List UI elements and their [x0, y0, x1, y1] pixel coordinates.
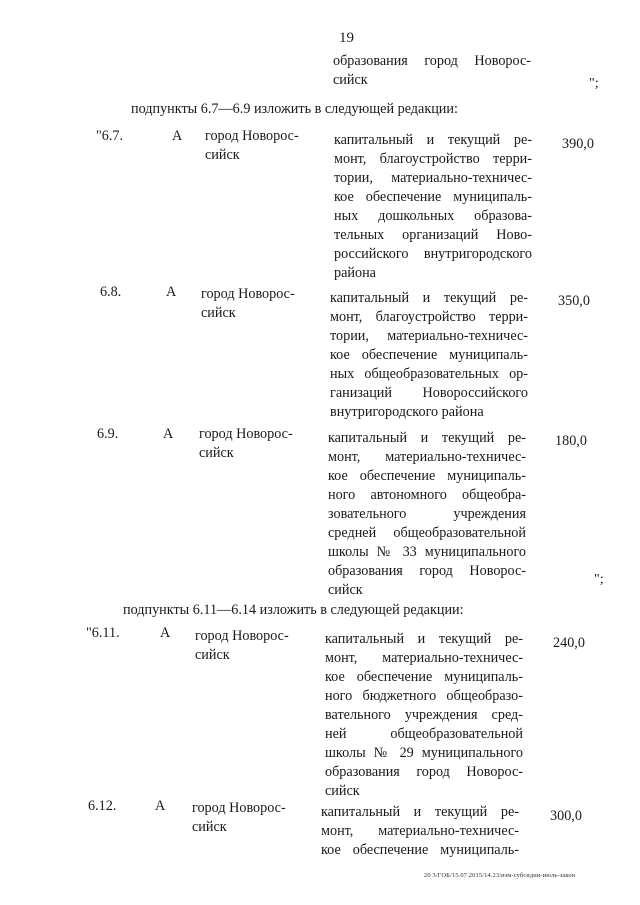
place-line: город Новорос-: [195, 628, 289, 644]
desc-line: ных дошкольных образова-: [334, 208, 532, 224]
item-amount: 350,0: [558, 293, 590, 309]
item-number: "6.7.: [96, 128, 124, 144]
place-line: сийск: [199, 445, 234, 461]
desc-line: монт, материально-техничес-: [321, 823, 519, 839]
desc-line: кое обеспечение муниципаль-: [325, 669, 523, 685]
item-municipality: [195, 627, 315, 665]
place-line: сийск: [192, 819, 227, 835]
desc-line: тельных организаций Ново-: [334, 227, 532, 243]
desc-line: образования город Новорос-: [325, 764, 523, 780]
place-line: город Новорос-: [201, 286, 295, 302]
desc-line: школы № 29 муниципального: [325, 745, 523, 761]
desc-line: тории, материально-техничес-: [330, 328, 528, 344]
item-municipality: [205, 127, 325, 165]
desc-line: капитальный и текущий ре-: [330, 290, 528, 306]
desc-line: кое обеспечение муниципаль-: [321, 842, 519, 858]
item-category: А: [155, 798, 166, 814]
item-category: А: [163, 426, 174, 442]
amendment-instruction: подпункты 6.11—6.14 изложить в следующей редакции:: [123, 602, 464, 618]
item-category: А: [160, 625, 171, 641]
item-description: [334, 131, 532, 283]
place-line: город Новорос-: [205, 128, 299, 144]
item-municipality: [199, 425, 319, 463]
desc-line: внутригородского района: [330, 404, 484, 420]
item-municipality: [192, 799, 312, 837]
item-number: "6.11.: [86, 625, 120, 641]
desc-line: средней общеобразовательной: [328, 525, 526, 541]
desc-line: монт, благоустройство терри-: [334, 151, 532, 167]
desc-line: капитальный и текущий ре-: [321, 804, 519, 820]
continued-description: [333, 52, 531, 90]
desc-line: ного бюджетного общеобразо-: [325, 688, 523, 704]
item-description: [321, 803, 519, 860]
desc-line: зовательного учреждения: [328, 506, 526, 522]
desc-line: монт, материально-техничес-: [325, 650, 523, 666]
desc-line: района: [334, 265, 376, 281]
place-line: город Новорос-: [192, 800, 286, 816]
desc-line: капитальный и текущий ре-: [325, 631, 523, 647]
desc-line: ного автономного общеобра-: [328, 487, 526, 503]
desc-line: образования город Новорос-: [333, 53, 531, 69]
desc-line: монт, материально-техничес-: [328, 449, 526, 465]
item-number: 6.12.: [88, 798, 117, 814]
desc-line: капитальный и текущий ре-: [328, 430, 526, 446]
item-description: [330, 289, 528, 422]
place-line: сийск: [195, 647, 230, 663]
item-amount: 240,0: [553, 635, 585, 651]
desc-line: российского внутригородского: [334, 246, 532, 262]
desc-line: кое обеспечение муниципаль-: [328, 468, 526, 484]
desc-line: монт, благоустройство терри-: [330, 309, 528, 325]
item-number: 6.9.: [97, 426, 119, 442]
item-number: 6.8.: [100, 284, 122, 300]
place-line: сийск: [201, 305, 236, 321]
item-category: А: [166, 284, 177, 300]
desc-line: сийск: [328, 582, 363, 598]
desc-line: ных общеобразовательных ор-: [330, 366, 528, 382]
item-municipality: [201, 285, 321, 323]
amendment-instruction: подпункты 6.7—6.9 изложить в следующей редакции:: [131, 101, 458, 117]
page-number: 19: [339, 30, 354, 46]
desc-line: сийск: [325, 783, 360, 799]
item-description: [325, 630, 523, 801]
desc-line: школы № 33 муниципального: [328, 544, 526, 560]
closing-quote: ";: [594, 572, 604, 587]
desc-line: кое обеспечение муниципаль-: [330, 347, 528, 363]
item-amount: 300,0: [550, 808, 582, 824]
item-category: А: [172, 128, 183, 144]
place-line: город Новорос-: [199, 426, 293, 442]
desc-line: тории, материально-техничес-: [334, 170, 532, 186]
item-amount: 390,0: [562, 136, 594, 152]
document-footer: 20 3/ГОБ/15.07.2015/14.23/изм-субсидии-июль-закон: [424, 872, 576, 879]
desc-line: ней общеобразовательной: [325, 726, 523, 742]
item-description: [328, 429, 526, 600]
desc-line: вательного учреждения сред-: [325, 707, 523, 723]
place-line: сийск: [205, 147, 240, 163]
desc-line: ганизаций Новороссийского: [330, 385, 528, 401]
desc-line: образования город Новорос-: [328, 563, 526, 579]
desc-line: капитальный и текущий ре-: [334, 132, 532, 148]
desc-line: сийск: [333, 72, 368, 88]
item-amount: 180,0: [555, 433, 587, 449]
desc-line: кое обеспечение муниципаль-: [334, 189, 532, 205]
closing-quote: ";: [589, 76, 599, 91]
